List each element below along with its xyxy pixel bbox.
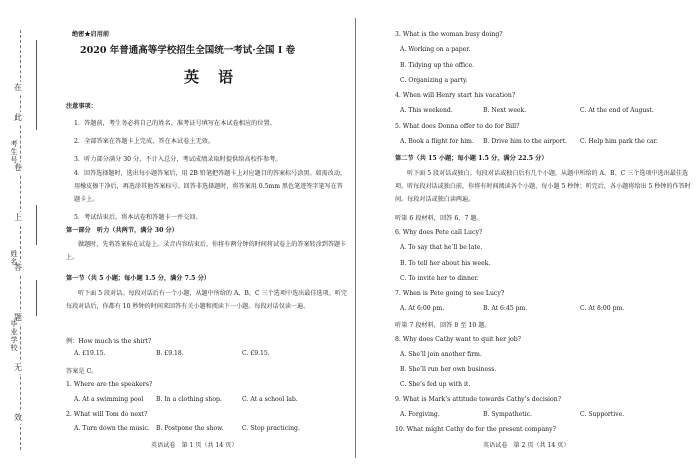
q4-option-c: C. At the end of August. (580, 107, 654, 114)
q1-option-c: C. At a school lab. (242, 396, 298, 403)
q3-option-a: A. Working on a paper. (400, 46, 471, 53)
q9-option-c: C. Supportive. (580, 411, 625, 418)
q4-option-b: B. Next week. (483, 107, 527, 114)
binding-strip (0, 0, 62, 470)
q3-option-c: C. Organizing a party. (400, 77, 468, 84)
part1-heading: 第一部分 听力（共两节，满分 30 分） (66, 227, 178, 234)
seal-char: 题 (14, 313, 22, 322)
question-6: 6. Why does Pete call Lucy? (395, 229, 483, 236)
name-label: 姓名 (10, 250, 18, 266)
question-10: 10. What might Cathy do for the present company? (395, 426, 556, 433)
seal-char: 效 (14, 413, 22, 422)
question-8: 8. Why does Cathy want to quit her job? (395, 336, 521, 343)
q9-option-a: A. Forgiving. (400, 411, 440, 418)
notice-item: 4．回答选择题时，选出每小题答案后，用 2B 铅笔把答题卡上对应题目的答案标号涂黑。如需改动，用橡皮擦干净后，再选涂其他答案标号。回答非选择题时，将答案用 0.5mm 黑色笔迹签字笔写在答题卡上。 (74, 170, 347, 203)
seal-char: 答 (14, 263, 22, 272)
subject-title: 英 语 (184, 68, 236, 86)
q5-option-b: B. Drive him to the airport. (483, 138, 568, 145)
q5-option-a: A. Book a flight for him. (400, 138, 474, 145)
section2-heading: 第二节（共 15 小题；每小题 1.5 分，满分 22.5 分） (395, 155, 548, 162)
school-label: 毕业学校 (10, 320, 18, 352)
q6-option-a: A. To say that he’ll be late. (400, 244, 483, 251)
example-option-b: B. £9.18. (156, 350, 184, 357)
question-2: 2. What will Tom do next? (66, 411, 148, 418)
notice-item: 2．全部答案在答题卡上完成，答在本试卷上无效。 (74, 138, 215, 145)
example-option-a: A. £19.15. (74, 350, 106, 357)
q5-option-c: C. Help him park the car. (580, 138, 658, 145)
notice-item: 1．答题前，考生务必将自己的姓名、准考证号填写在本试卷相应的位置。 (74, 120, 276, 127)
question-5: 5. What does Donna offer to do for Bill? (395, 123, 520, 130)
question-9: 9. What is Mark’s attitude towards Cathy’s decision? (395, 396, 562, 403)
q7-option-a: A. At 6:00 pm. (400, 305, 445, 312)
q1-option-a: A. At a swimming pool (74, 396, 144, 403)
q2-option-a: A. Turn down the music. (74, 425, 150, 432)
q6-option-c: C. To invite her to dinner. (400, 275, 479, 282)
example-question: 例：How much is the shirt? (66, 338, 152, 345)
seal-char: 在 (14, 83, 22, 92)
question-1: 1. Where are the speakers? (66, 381, 153, 388)
notice-item: 5．考试结束后，将本试卷和答题卡一并交回。 (74, 214, 202, 221)
candidate-number-label: 考生号 (10, 140, 18, 164)
seal-char: 无 (14, 363, 22, 372)
section1-heading: 第一节（共 5 小题；每小题 1.5 分，满分 7.5 分） (66, 275, 210, 282)
example-option-c: C. £9.15. (242, 350, 270, 357)
q7-option-b: B. At 6:45 pm. (483, 305, 528, 312)
school-line (36, 280, 37, 316)
section1-intro: 听下面 5 段对话。每段对话后有一个小题，从题中所给的 A、B、C 三个选项中选出最佳选项。听完每段对话后，你都有 10 秒钟的时间来回答有关小题和阅读下一小题。每段对话仅读一遍。 (66, 290, 347, 310)
q8-option-a: A. She’ll join another firm. (400, 351, 482, 358)
q3-option-b: B. Tidying up the office. (400, 62, 475, 69)
q1-option-b: B. In a clothing shop. (156, 396, 222, 403)
question-3: 3. What is the woman busy doing? (395, 31, 503, 38)
q9-option-b: B. Sympathetic. (483, 411, 533, 418)
question-7: 7. When is Pete going to see Lucy? (395, 290, 505, 297)
material-6-note: 听第 6 段材料，回答 6、7 题。 (395, 215, 483, 222)
section2-intro: 听下面 5 段对话或独白。每段对话或独白后有几个小题，从题中所给的 A、B、C 三个选项中选出最佳选项。听每段对话或独白前，你将有时间阅读各个小题，每小题 5 秒钟；听完后，各小题将给出 5 秒钟的作答时间。每段对话或独白读两遍。 (395, 170, 691, 203)
right-page (355, 0, 700, 470)
question-4: 4. When will Henry start his vacation? (395, 92, 516, 99)
q8-option-b: B. She’ll run her own business. (400, 366, 497, 373)
page-footer: 英语试卷 第 1 页（共 14 页） (151, 442, 238, 449)
q2-option-b: B. Postpone the show. (156, 425, 224, 432)
notice-heading: 注意事项： (66, 103, 97, 110)
seal-char: 上 (14, 213, 22, 222)
notice-item: 3．听力部分满分 30 分，不计入总分，考试成绩录取时提供给高校作参考。 (74, 156, 282, 163)
example-answer: 答案是 C。 (66, 368, 98, 375)
q4-option-a: A. This weekend. (400, 107, 453, 114)
exam-title: 2020 年普通高等学校招生全国统一考试·全国 I 卷 (80, 45, 296, 56)
part1-intro: 做题时，先将答案标在试卷上。录音内容结束后，你将有两分钟的时间将试卷上的答案转涂到答题卡上。 (66, 241, 347, 261)
seal-char: 此 (14, 113, 22, 122)
q6-option-b: B. To tell her about his week. (400, 260, 491, 267)
name-line (36, 205, 37, 245)
seal-char: 卷 (14, 163, 22, 172)
q7-option-c: C. At 8:00 pm. (580, 305, 625, 312)
page-footer: 英语试卷 第 2 页（共 14 页） (483, 442, 570, 449)
confidential-mark: 绝密★启用前 (72, 31, 110, 38)
candidate-number-line (36, 40, 37, 130)
material-7-note: 听第 7 段材料，回答 8 至 10 题。 (395, 322, 491, 329)
q2-option-c: C. Stop practicing. (242, 425, 300, 432)
q8-option-c: C. She’s fed up with it. (400, 381, 471, 388)
